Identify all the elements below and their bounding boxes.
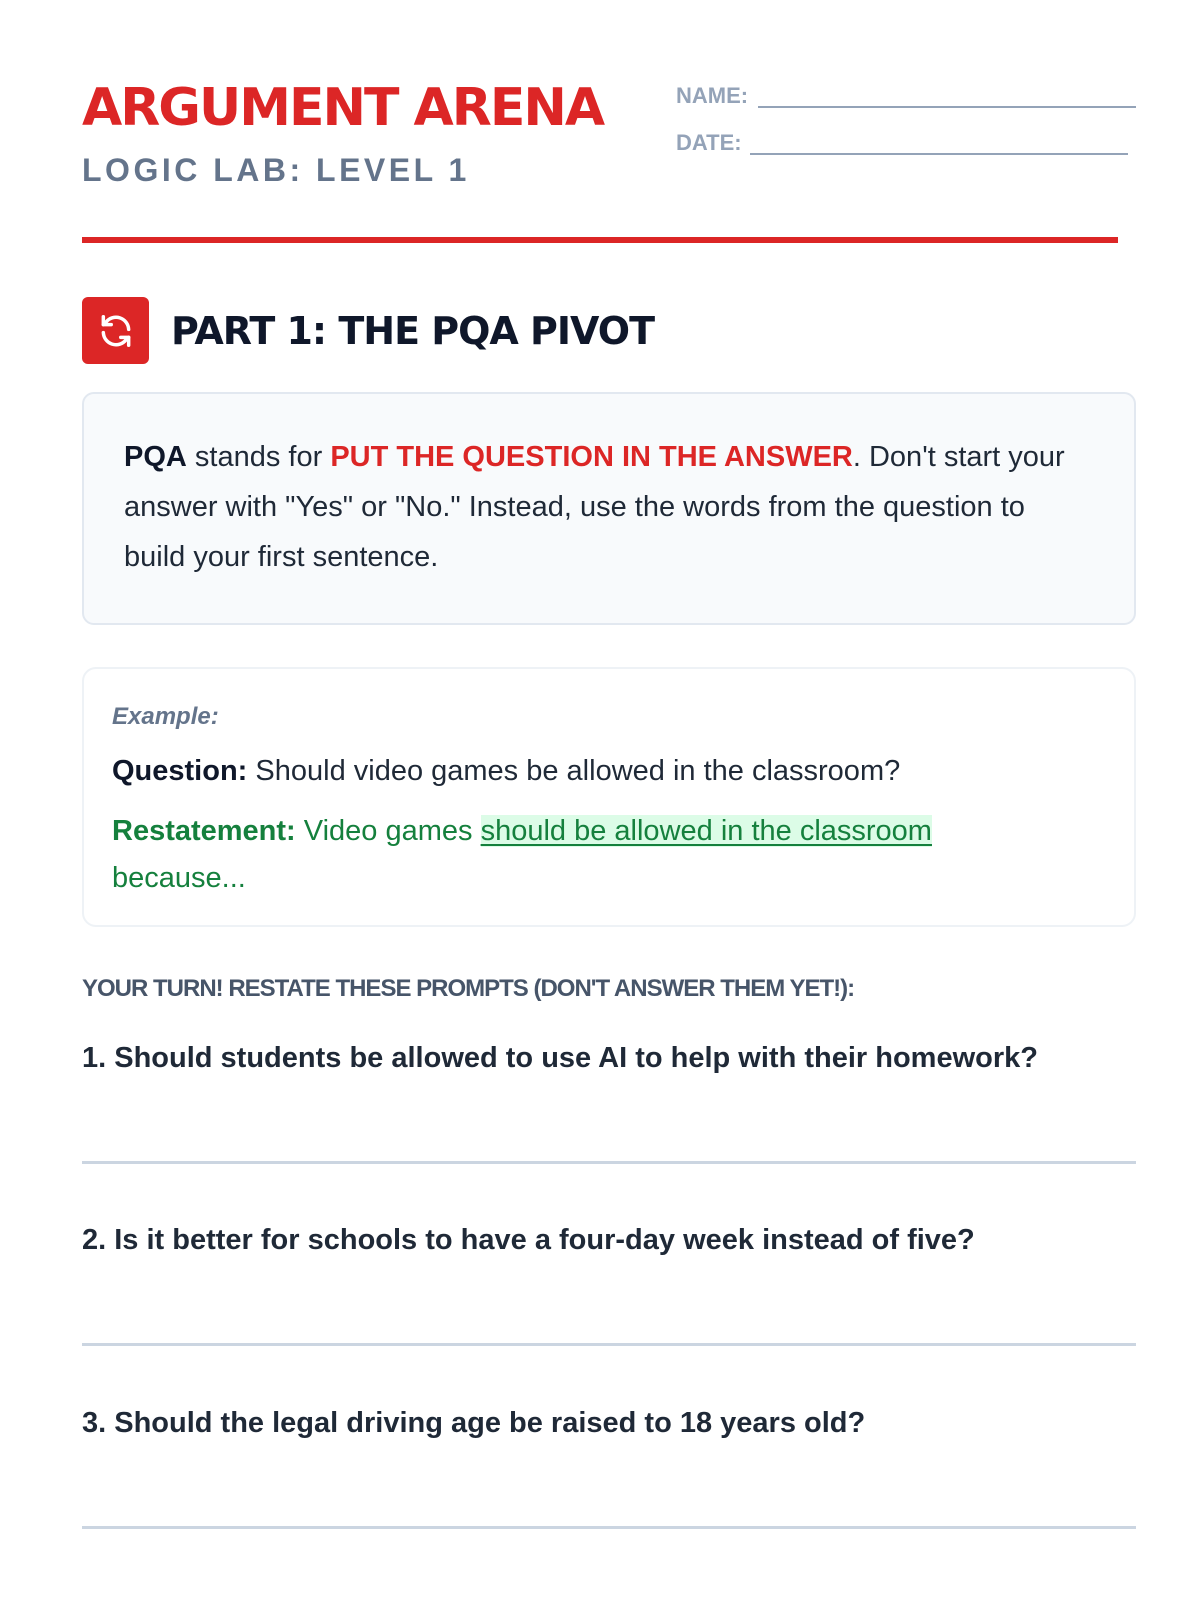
worksheet-subtitle: LOGIC LAB: LEVEL 1 — [82, 152, 470, 188]
restatement-post: because... — [112, 862, 246, 894]
example-question — [112, 757, 1106, 786]
restatement-pre: Video games — [295, 815, 481, 847]
worksheet-title: ARGUMENT ARENA — [82, 78, 604, 138]
question-text: Should video games be allowed in the classroom? — [247, 755, 901, 787]
your-turn-heading: YOUR TURN! RESTATE THESE PROMPTS (DON'T ANSWER THEM YET!): — [82, 975, 855, 1002]
example-box — [82, 667, 1136, 927]
pqa-definition-box — [82, 392, 1136, 625]
pqa-explanation: . Don't start your answer with "Yes" or "No." Instead, use the words from the question to build your first sentence. — [124, 441, 1065, 573]
section-heading — [82, 297, 654, 364]
prompt-3: 3. Should the legal driving age be raised to 18 years old? — [82, 1407, 866, 1439]
date-field-line[interactable] — [750, 153, 1128, 155]
example-label: Example: — [112, 703, 219, 730]
prompt-1: 1. Should students be allowed to use AI to help with their homework? — [82, 1042, 1038, 1074]
pqa-term: PQA — [124, 441, 187, 473]
stands-for-text: stands for — [186, 441, 331, 473]
answer-line-3[interactable] — [82, 1526, 1136, 1529]
section-title: PART 1: THE PQA PIVOT — [171, 308, 655, 353]
answer-line-1[interactable] — [82, 1161, 1136, 1164]
question-label: Question: — [112, 755, 248, 787]
name-field-line[interactable] — [758, 106, 1136, 108]
header-divider — [82, 237, 1118, 243]
restatement-label: Restatement: — [112, 815, 296, 847]
name-label: NAME: — [676, 83, 749, 108]
refresh-icon — [82, 297, 149, 364]
date-label: DATE: — [676, 130, 742, 155]
pqa-meaning: PUT THE QUESTION IN THE ANSWER — [330, 441, 853, 473]
example-restatement — [112, 808, 992, 902]
prompt-2: 2. Is it better for schools to have a four-day week instead of five? — [82, 1224, 975, 1256]
answer-line-2[interactable] — [82, 1343, 1136, 1346]
worksheet-header — [82, 0, 1118, 245]
restatement-highlight: should be allowed in the classroom — [480, 815, 932, 847]
